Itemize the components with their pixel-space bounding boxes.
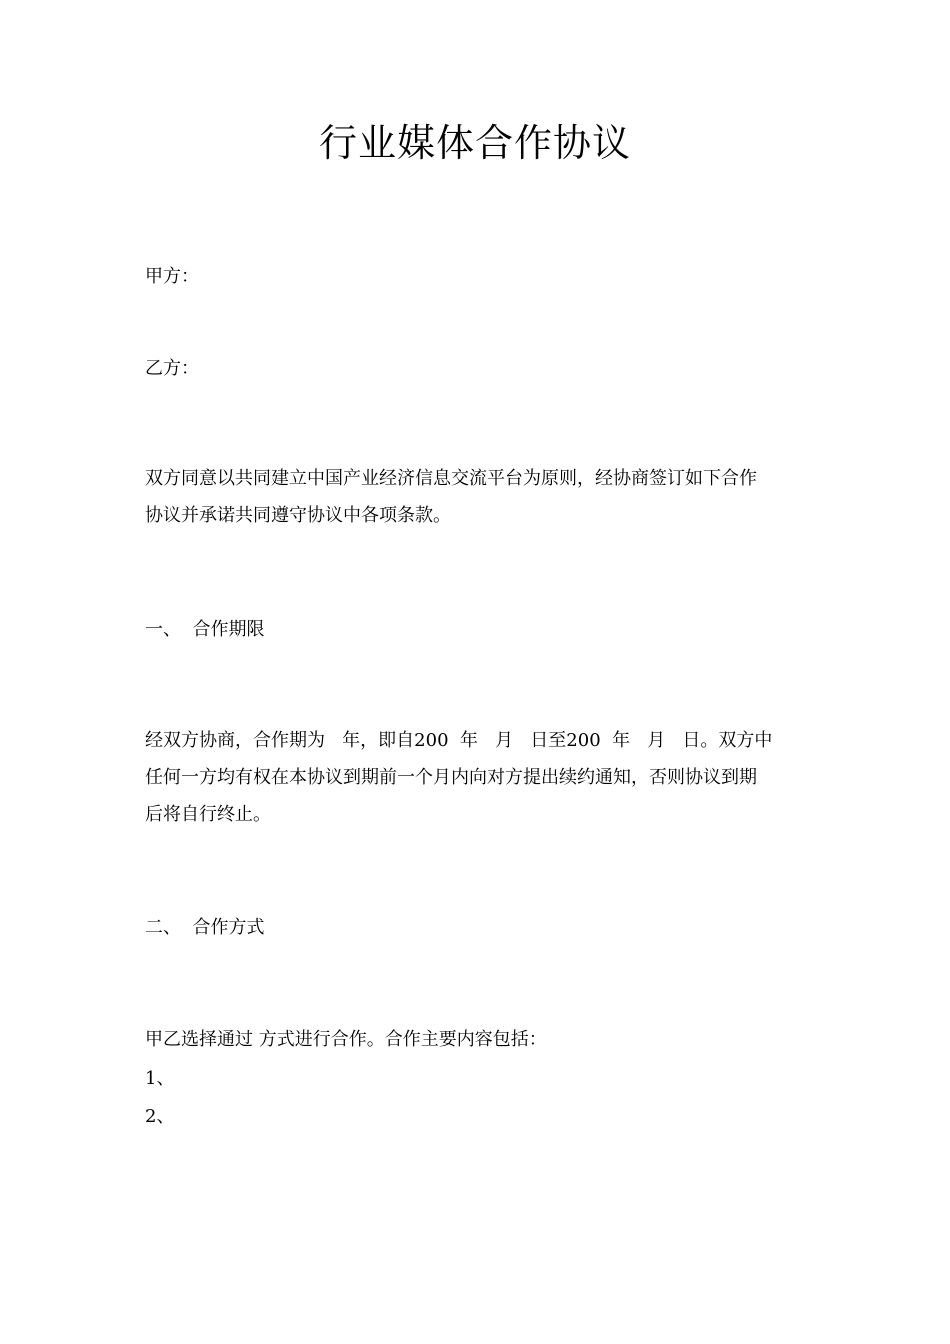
section1-line: 经双方协商，合作期为 年，即自200 年 月 日至200 年 月 日。双方中: [145, 730, 773, 751]
list-item: 1、: [145, 1068, 175, 1089]
section1-line: 后将自行终止。: [145, 804, 271, 825]
party-a-label: 甲方：: [145, 266, 199, 287]
section1-paragraph: [145, 722, 810, 833]
section2-heading: 二、 合作方式: [145, 917, 265, 938]
intro-paragraph: [145, 460, 810, 534]
party-b-label: 乙方：: [145, 358, 199, 379]
intro-line: 协议并承诺共同遵守协议中各项条款。: [145, 505, 451, 526]
list-item: 2、: [145, 1106, 175, 1127]
section1-line: 任何一方均有权在本协议到期前一个月内向对方提出续约通知，否则协议到期: [145, 767, 757, 788]
section1-heading: 一、 合作期限: [145, 619, 265, 640]
section2-body: 甲乙选择通过 方式进行合作。合作主要内容包括：: [145, 1029, 547, 1050]
intro-line: 双方同意以共同建立中国产业经济信息交流平台为原则，经协商签订如下合作: [145, 468, 757, 489]
document-title: 行业媒体合作协议: [318, 121, 631, 165]
